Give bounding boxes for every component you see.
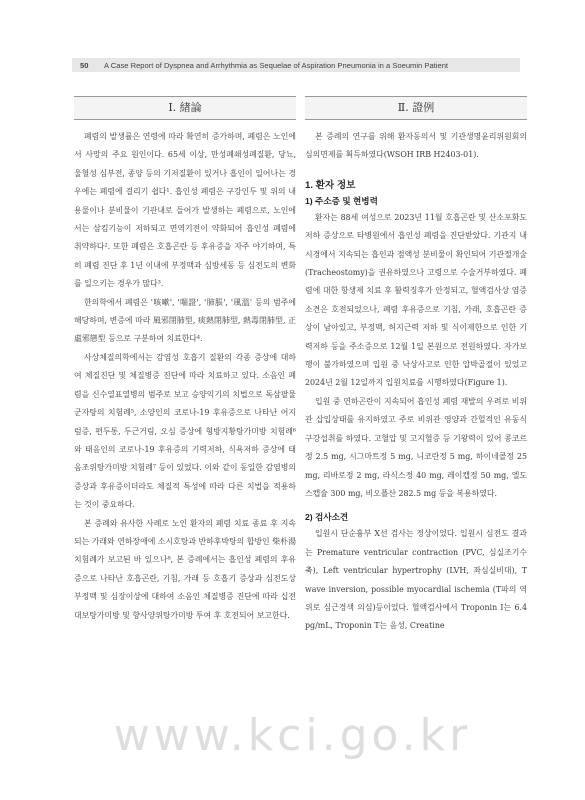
subsection-heading-patient-info: 1. 환자 정보 <box>305 179 356 191</box>
body-paragraph: 본 증례와 유사한 사례로 노인 환자의 폐렴 치료 종료 후 지속되는 가래와 연하장애에 소시호탕과 반하후박탕의 합방인 柴朴湯 치험례가 보고된 바 있으나⁸, 본 증례에서는 흡인성 폐렴의 후유증으로 나타난 호흡곤란, 기침, 가래 등 호흡기 증상과 심전도상 부정맥 및 심장이상에 대하여 소음인 체질병증 진단에 따라 십전대보탕가미방 및 향사양위탕가미방 투여 후 호전되어 보고한다. <box>74 518 296 620</box>
sub-heading-exam-findings: 2) 검사소견 <box>305 512 349 523</box>
section-heading-case: Ⅱ. 證例 <box>305 96 527 120</box>
body-paragraph: 입원 중 연하곤란이 지속되어 흡인성 폐렴 재발의 우려로 비위관 삽입상태를 유지하였고 주로 비위관 영양과 간헐적인 유동식 구강섭취를 하였다. 고혈압 및 고지혈증 등 기왕력이 있어 콩코르정 2.5 mg, 시그마트정 5 mg, 니코란정 5 mg, 하이네콜정 25 mg, 리바로정 2 mg, 라식스정 40 mg, 레이캡정 50 mg, 엘도스캡슐 300 mg, 비오플산 282.5 mg 등을 복용하였다. <box>305 396 527 498</box>
left-column <box>74 96 296 625</box>
running-header <box>72 58 520 72</box>
body-paragraph: 한의학에서 폐렴은 '咳嗽', '喘證', '肺脹', '風溫' 등의 범주에 해당하며, 변증에 따라 風邪閉肺型, 痰熱閉肺型, 熱毒閉肺型, 正虛邪戀型 등으로 구분하여 치료한다⁴. <box>74 297 296 344</box>
section-heading-introduction: Ⅰ. 緖論 <box>74 96 296 120</box>
body-paragraph: 사상체질의학에서는 감염성 호흡기 질환의 각종 증상에 대하여 체질진단 및 체질병증 진단에 따라 치료하고 있다. 소음인 폐렴을 신수열표열병의 범주로 보고 승양익기의 치법으로 독삼팔물군자탕의 치험례⁵, 소양인의 코로나-19 후유증으로 나타난 어지럼증, 편두통, 두근거림, 오심 증상에 형방지황탕가미방 치험례⁶와 태음인의 코로나-19 후유증의 기력저하, 식욕저하 증상에 태음조위탕가미방 치험례⁷ 등이 있었다. 이와 같이 동일한 감염병의 증상과 후유증이더라도 체질적 특성에 따라 다른 치법을 적용하는 것이 중요하다. <box>74 352 296 510</box>
ethics-paragraph: 본 증례의 연구를 위해 환자동의서 및 기관생명윤리위원회의 심의면제를 획득하였다(WSOH IRB H2403-01). <box>305 132 527 160</box>
sub-heading-chief-complaint: 1) 주소증 및 현병력 <box>305 195 378 206</box>
body-paragraph: 폐렴의 발생률은 연령에 따라 확연히 증가하며, 폐렴은 노인에서 사망의 주요 원인이다. 65세 이상, 만성폐쇄성폐질환, 당뇨, 울혈성 심부전, 종양 등의 기저질환이 있거나 흡인이 일어나는 경우에는 폐렴에 걸리기 쉽다¹. 흡인성 폐렴은 구강인두 및 위의 내용물이나 분비물이 기관내로 들어가 발생하는 폐렴으로, 노인에서는 삼킴기능이 저하되고 면역기전이 약화되어 흡인성 폐렴에 취약하다². 또한 폐렴은 호흡곤란 등 후유증을 자주 야기하며, 특히 폐렴 진단 후 1년 이내에 부정맥과 심방세동 등 심전도의 변화를 일으키는 경우가 많다³. <box>74 132 296 289</box>
page-number: 50 <box>80 60 89 70</box>
running-title: A Case Report of Dyspnea and Arrhythmia as Sequelae of Aspiration Pneumonia in a Soeumin Patient <box>104 60 449 70</box>
body-paragraph: 입원시 단순흉부 X선 검사는 정상이었다. 입원시 심전도 결과는 Premature ventricular contraction (PVC, 심실조기수축), Left ventricular hypertrophy (LVH, 좌심실비대), T wave inversion, possible myocardial ischemia (T파의 역위로 심근경색 의심)등이었다. 혈액검사에서 Troponin I는 6.4 pg/mL, Troponin T는 음성, Creatine <box>305 529 527 631</box>
body-paragraph: 환자는 88세 여성으로 2023년 11월 호흡곤란 및 산소포화도 저하 증상으로 타병원에서 흡인성 폐렴을 진단받았다. 기관지 내시경에서 지속되는 흡인과 점액성 분비물이 확인되어 기관절개술(Tracheostomy)을 권유하였으나 고령으로 수술거부하였다. 폐렴에 대한 항생제 치료 후 활력징후가 안정되고, 혈액검사상 염증소견은 호전되었으나, 폐렴 후유증으로 기침, 가래, 호흡곤란 증상이 남아있고, 부정맥, 허지근력 저하 및 식이제한으로 인한 기력저하 등을 주소증으로 12월 1일 본원으로 전원하였다. 자가보행이 불가하였으며 입원 중 낙상사고로 인한 압박골절이 있었고 2024년 2월 12일까지 입원치료를 시행하였다(Figure 1). <box>305 212 527 388</box>
watermark: www.kci.go.kr <box>113 710 472 761</box>
right-column <box>305 96 527 636</box>
